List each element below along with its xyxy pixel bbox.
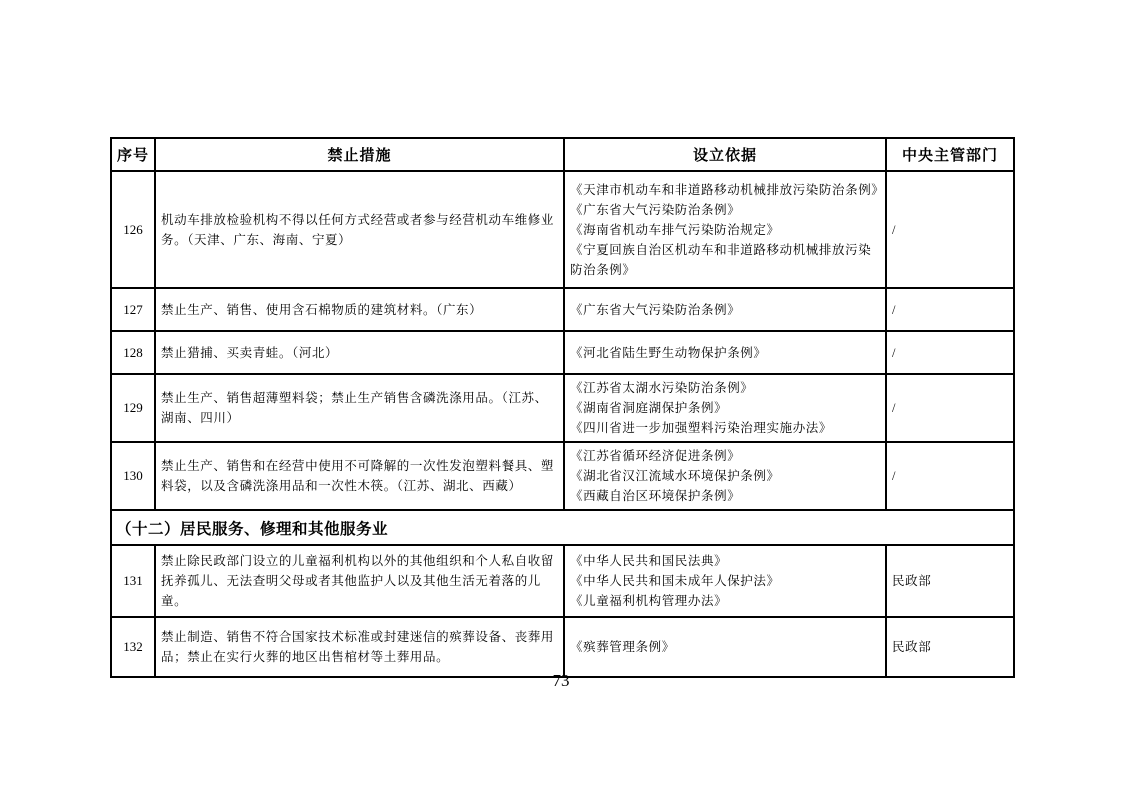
department-cell: / (886, 288, 1014, 331)
row-number: 129 (111, 374, 155, 442)
basis-cell (564, 171, 886, 288)
basis-line: 《殡葬管理条例》 (570, 640, 675, 654)
table-row (111, 374, 1014, 442)
col-header-measure: 禁止措施 (155, 138, 564, 171)
col-header-basis: 设立依据 (564, 138, 886, 171)
table-row (111, 288, 1014, 331)
measure-cell: 禁止生产、销售和在经营中使用不可降解的一次性发泡塑料餐具、塑料袋，以及含磷洗涤用品和一次性木筷。（江苏、湖北、西藏） (155, 442, 564, 510)
basis-line: 《海南省机动车排气污染防治规定》 (570, 222, 780, 237)
basis-cell (564, 331, 886, 374)
basis-line: 《湖北省汉江流域水环境保护条例》 (570, 469, 780, 483)
measure-cell: 禁止除民政部门设立的儿童福利机构以外的其他组织和个人私自收留抚养孤儿、无法查明父母或者其他监护人以及其他生活无着落的儿童。 (155, 545, 564, 617)
basis-line: 《儿童福利机构管理办法》 (570, 594, 728, 608)
measure-cell: 机动车排放检验机构不得以任何方式经营或者参与经营机动车维修业务。（天津、广东、海南、宁夏） (155, 171, 564, 288)
section-title: （十二）居民服务、修理和其他服务业 (111, 510, 1014, 545)
section-header-row (111, 510, 1014, 545)
basis-cell (564, 617, 886, 677)
row-number: 128 (111, 331, 155, 374)
col-header-serial: 序号 (111, 138, 155, 171)
table-row (111, 171, 1014, 288)
basis-cell (564, 545, 886, 617)
row-number: 126 (111, 171, 155, 288)
row-number: 132 (111, 617, 155, 677)
department-cell: / (886, 331, 1014, 374)
measure-cell: 禁止生产、销售、使用含石棉物质的建筑材料。（广东） (155, 288, 564, 331)
row-number: 131 (111, 545, 155, 617)
basis-line: 《河北省陆生野生动物保护条例》 (570, 345, 767, 360)
basis-line: 《中华人民共和国民法典》 (570, 554, 728, 568)
basis-line: 《湖南省洞庭湖保护条例》 (570, 401, 728, 415)
table-header-row (111, 138, 1014, 171)
department-cell: / (886, 171, 1014, 288)
basis-line: 《江苏省循环经济促进条例》 (570, 449, 741, 463)
department-cell: / (886, 442, 1014, 510)
basis-line: 《宁夏回族自治区机动车和非道路移动机械排放污染防治条例》 (570, 242, 872, 277)
row-number: 130 (111, 442, 155, 510)
basis-line: 《江苏省太湖水污染防治条例》 (570, 381, 754, 395)
department-cell: 民政部 (886, 617, 1014, 677)
page-number: 73 (552, 671, 570, 690)
col-header-department: 中央主管部门 (886, 138, 1014, 171)
basis-cell (564, 288, 886, 331)
basis-line: 《西藏自治区环境保护条例》 (570, 489, 741, 503)
prohibition-table (110, 137, 1015, 678)
basis-line: 《广东省大气污染防治条例》 (570, 302, 741, 317)
department-cell: / (886, 374, 1014, 442)
department-cell: 民政部 (886, 545, 1014, 617)
table-row (111, 545, 1014, 617)
table-row (111, 442, 1014, 510)
measure-cell: 禁止猎捕、买卖青蛙。（河北） (155, 331, 564, 374)
basis-line: 《天津市机动车和非道路移动机械排放污染防治条例》 (570, 182, 885, 197)
row-number: 127 (111, 288, 155, 331)
measure-cell: 禁止制造、销售不符合国家技术标准或封建迷信的殡葬设备、丧葬用品；禁止在实行火葬的地区出售棺材等土葬用品。 (155, 617, 564, 677)
measure-cell: 禁止生产、销售超薄塑料袋；禁止生产销售含磷洗涤用品。（江苏、湖南、四川） (155, 374, 564, 442)
basis-line: 《广东省大气污染防治条例》 (570, 202, 741, 217)
basis-cell (564, 374, 886, 442)
basis-line: 《中华人民共和国未成年人保护法》 (570, 574, 780, 588)
table-row (111, 617, 1014, 677)
basis-line: 《四川省进一步加强塑料污染治理实施办法》 (570, 421, 833, 435)
basis-cell (564, 442, 886, 510)
table-row (111, 331, 1014, 374)
